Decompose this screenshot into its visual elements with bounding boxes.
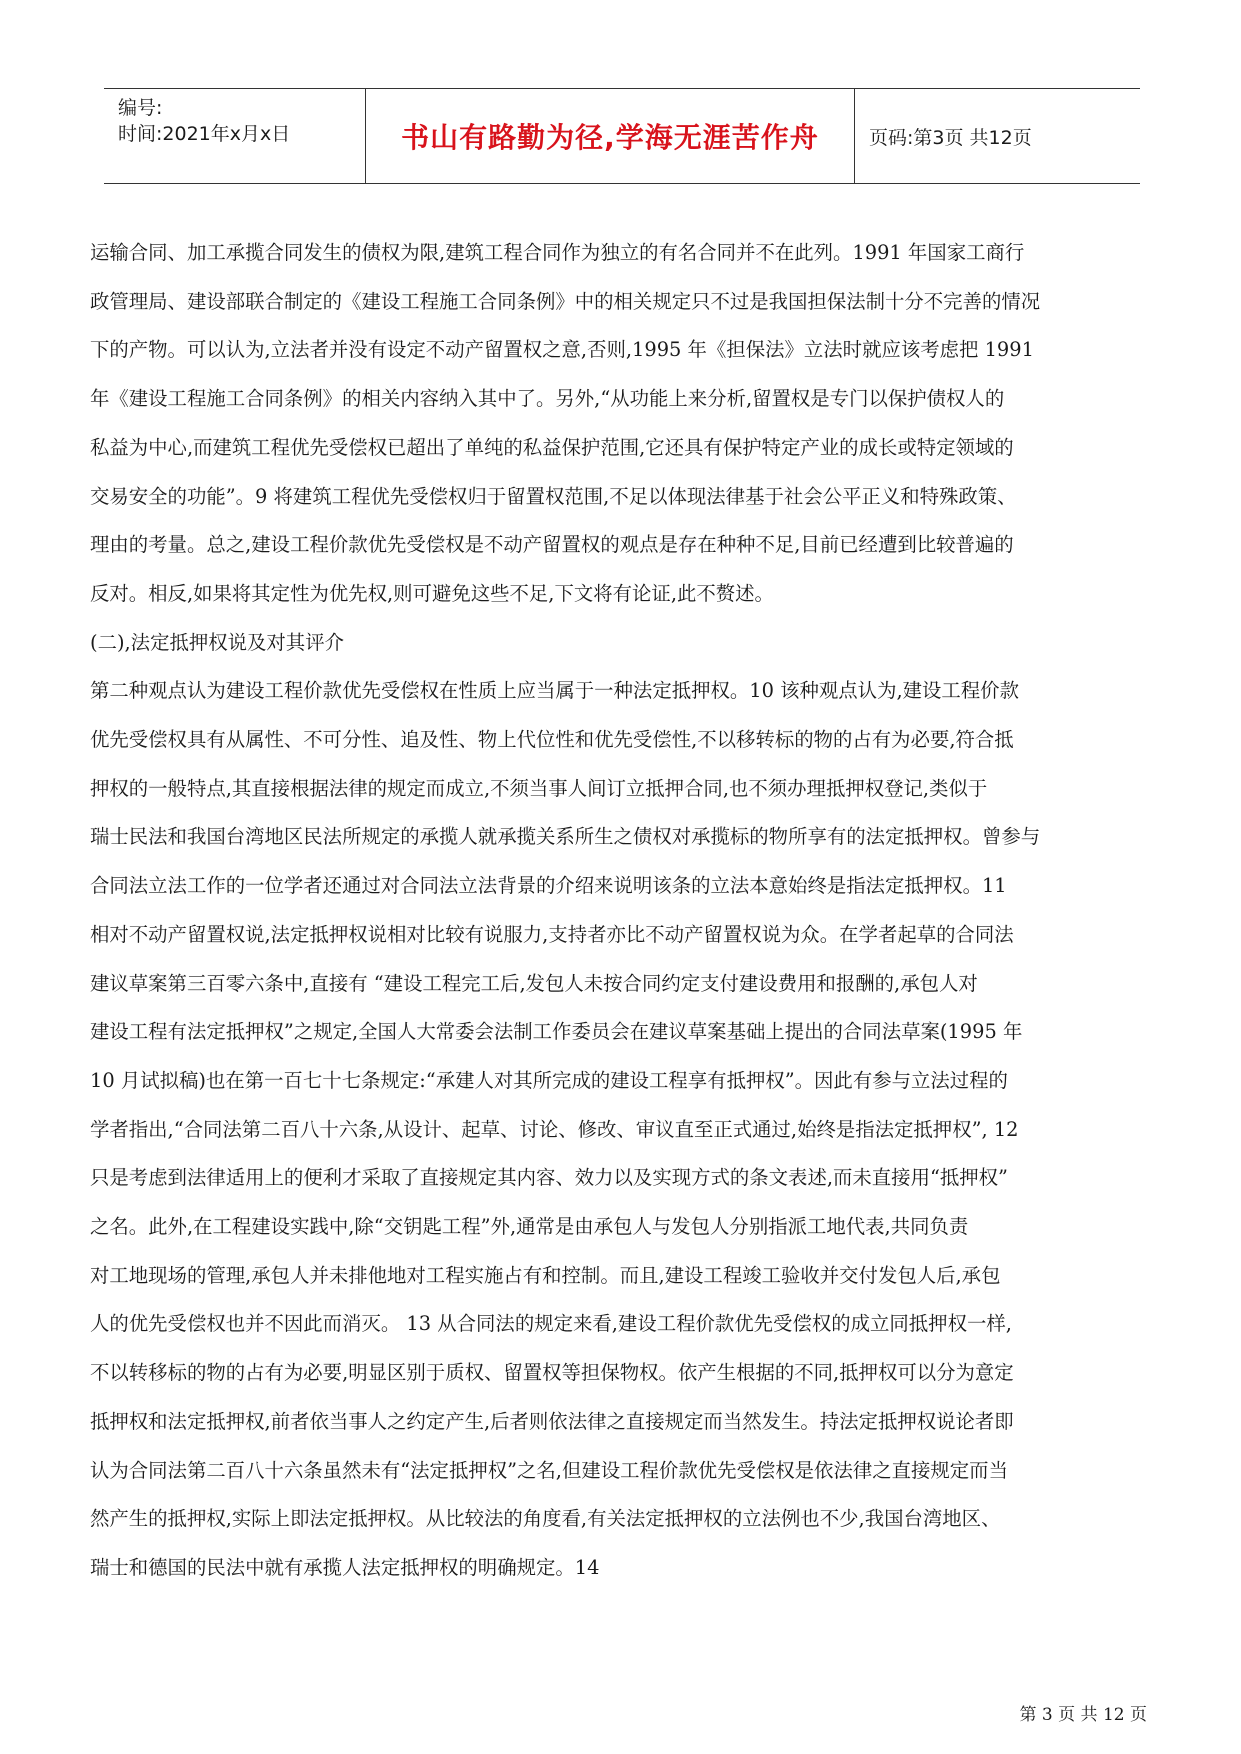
text-line: 建设工程有法定抵押权”之规定,全国人大常委会法制工作委员会在建议草案基础上提出的合同法草案(1995 年 — [90, 1020, 1023, 1044]
text-line: 不以转移标的物的占有为必要,明显区别于质权、留置权等担保物权。依产生根据的不同,抵押权可以分为意定 — [90, 1361, 1014, 1385]
text-line: 10 月试拟稿)也在第一百七十七条规定:“承建人对其所完成的建设工程享有抵押权”。因此有参与立法过程的 — [90, 1068, 1008, 1092]
text-line: 人的优先受偿权也并不因此而消灭。 13 从合同法的规定来看,建设工程价款优先受偿权的成立同抵押权一样, — [90, 1312, 1012, 1336]
text-line: 认为合同法第二百八十六条虽然未有“法定抵押权”之名,但建设工程价款优先受偿权是依法律之直接规定而当 — [90, 1458, 1008, 1482]
text-line: 押权的一般特点,其直接根据法律的规定而成立,不须当事人间订立抵押合同,也不须办理抵押权登记,类似于 — [90, 776, 988, 800]
text-line: 运输合同、加工承揽合同发生的债权为限,建筑工程合同作为独立的有名合同并不在此列。1991 年国家工商行 — [90, 241, 1025, 264]
page-footer: 第 3 页 共 12 页 — [1019, 1705, 1147, 1725]
header-motto: 书山有路勤为径,学海无涯苦作舟 — [366, 89, 855, 183]
text-line: 然产生的抵押权,实际上即法定抵押权。从比较法的角度看,有关法定抵押权的立法例也不少,我国台湾地区、 — [90, 1507, 1001, 1531]
text-line: 相对不动产留置权说,法定抵押权说相对比较有说服力,支持者亦比不动产留置权说为众。在学者起草的合同法 — [90, 922, 1014, 946]
header-page-info: 页码:第3页 共12页 — [869, 126, 1032, 149]
text-line: 瑞士民法和我国台湾地区民法所规定的承揽人就承揽关系所生之债权对承揽标的物所享有的法定抵押权。曾参与 — [90, 825, 1041, 849]
text-line: 瑞士和德国的民法中就有承揽人法定抵押权的明确规定。14 — [90, 1555, 600, 1579]
text-line: 学者指出,“合同法第二百八十六条,从设计、起草、讨论、修改、审议直至正式通过,始终是指法定抵押权”, 12 — [90, 1117, 1019, 1141]
text-line: 抵押权和法定抵押权,前者依当事人之约定产生,后者则依法律之直接规定而当然发生。持法定抵押权说论者即 — [90, 1409, 1014, 1433]
header-meta — [104, 89, 366, 183]
page-header — [104, 88, 1140, 184]
text-line: 对工地现场的管理,承包人并未排他地对工程实施占有和控制。而且,建设工程竣工验收并交付发包人后,承包 — [90, 1263, 1001, 1287]
text-line: 政管理局、建设部联合制定的《建设工程施工合同条例》中的相关规定只不过是我国担保法制十分不完善的情况 — [90, 289, 1041, 313]
text-line: 优先受偿权具有从属性、不可分性、追及性、物上代位性和优先受偿性,不以移转标的物的占有为必要,符合抵 — [90, 728, 1014, 752]
document-number-label: 编号: — [118, 97, 163, 119]
section-heading: (二),法定抵押权说及对其评介 — [90, 630, 344, 654]
text-line: 私益为中心,而建筑工程优先受偿权已超出了单纯的私益保护范围,它还具有保护特定产业的成长或特定领域的 — [90, 435, 1014, 459]
text-line: 反对。相反,如果将其定性为优先权,则可避免这些不足,下文将有论证,此不赘述。 — [90, 581, 774, 605]
text-line: 年《建设工程施工合同条例》的相关内容纳入其中了。另外,“从功能上来分析,留置权是专门以保护债权人的 — [90, 387, 1005, 411]
text-line: 建议草案第三百零六条中,直接有 “建设工程完工后,发包人未按合同约定支付建设费用和报酬的,承包人对 — [90, 971, 978, 995]
text-line: 只是考虑到法律适用上的便利才采取了直接规定其内容、效力以及实现方式的条文表述,而未直接用“抵押权” — [90, 1166, 1008, 1190]
document-time-label: 时间:2021年x月x日 — [118, 123, 291, 145]
text-line: 交易安全的功能”。9 将建筑工程优先受偿权归于留置权范围,不足以体现法律基于社会公平正义和特殊政策、 — [90, 484, 1017, 508]
text-line: 之名。此外,在工程建设实践中,除“交钥匙工程”外,通常是由承包人与发包人分别指派工地代表,共同负责 — [90, 1215, 969, 1239]
text-line: 理由的考量。总之,建设工程价款优先受偿权是不动产留置权的观点是存在种种不足,目前已经遭到比较普遍的 — [90, 533, 1014, 557]
text-line: 第二种观点认为建设工程价款优先受偿权在性质上应当属于一种法定抵押权。10 该种观点认为,建设工程价款 — [90, 679, 1019, 703]
document-body — [90, 229, 1152, 1593]
text-line: 下的产物。可以认为,立法者并没有设定不动产留置权之意,否则,1995 年《担保法》立法时就应该考虑把 1991 — [90, 338, 1034, 362]
text-line: 合同法立法工作的一位学者还通过对合同法立法背景的介绍来说明该条的立法本意始终是指法定抵押权。11 — [90, 874, 1007, 898]
